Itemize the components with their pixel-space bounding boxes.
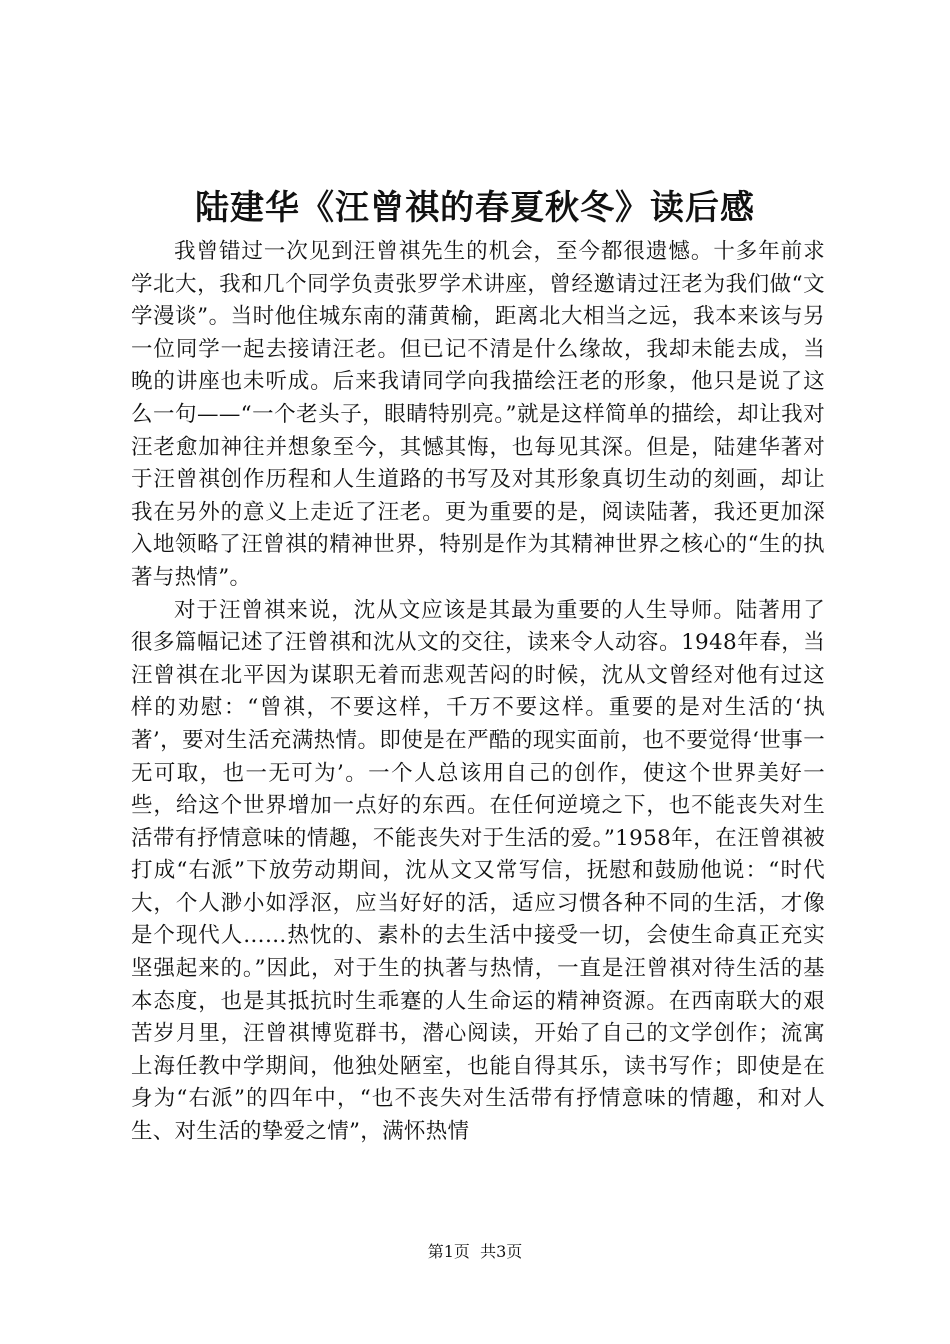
page-number: 第1页 — [427, 1242, 470, 1261]
document-body — [131, 236, 825, 1182]
paragraph-1: 我曾错过一次见到汪曾祺先生的机会，至今都很遗憾。十多年前求学北大，我和几个同学负责张罗学术讲座，曾经邀请过汪老为我们做“文学漫谈”。当时他住城东南的蒲黄榆，距离北大相当之远，我本来该与另一位同学一起去接请汪老。但已记不清是什么缘故，我却未能去成，当晚的讲座也未听成。后来我请同学向我描绘汪老的形象，他只是说了这么一句——“一个老头子，眼睛特别亮。”就是这样简单的描绘，却让我对汪老愈加神往并想象至今，其憾其悔，也每见其深。但是，陆建华著对于汪曾祺创作历程和人生道路的书写及对其形象真切生动的刻画，却让我在另外的意义上走近了汪老。更为重要的是，阅读陆著，我还更加深入地领略了汪曾祺的精神世界，特别是作为其精神世界之核心的“生的执著与热情”。 — [131, 239, 825, 590]
page-total: 共3页 — [480, 1242, 523, 1261]
paragraph-2: 对于汪曾祺来说，沈从文应该是其最为重要的人生导师。陆著用了很多篇幅记述了汪曾祺和沈从文的交往，读来令人动容。1948年春，当汪曾祺在北平因为谋职无着而悲观苦闷的时候，沈从文曾经对他有过这样的劝慰：“曾祺，不要这样，千万不要这样。重要的是对生活的‘执著’，要对生活充满热情。即使是在严酷的现实面前，也不要觉得‘世事一无可取，也一无可为’。一个人总该用自己的创作，使这个世界美好一些，给这个世界增加一点好的东西。在任何逆境之下，也不能丧失对生活带有抒情意味的情趣，不能丧失对于生活的爱。”1958年，在汪曾祺被打成“右派”下放劳动期间，沈从文又常写信，抚慰和鼓励他说：“时代大，个人渺小如浮沤，应当好好的活，适应习惯各种不同的生活，才像是个现代人……热忱的、素朴的去生活中接受一切，会使生命真正充实坚强起来的。”因此，对于生的执著与热情，一直是汪曾祺对待生活的基本态度，也是其抵抗时生乖蹇的人生命运的精神资源。在西南联大的艰苦岁月里，汪曾祺博览群书，潜心阅读，开始了自己的文学创作；流寓上海任教中学期间，他独处陋室，也能自得其乐，读书写作；即使是在身为“右派”的四年中，“也不丧失对生活带有抒情意味的情趣，和对人生、对生活的挚爱之情”，满怀热情 — [131, 597, 825, 1145]
page-footer — [0, 1241, 950, 1263]
document-title: 陆建华《汪曾祺的春夏秋冬》读后感 — [195, 188, 755, 228]
